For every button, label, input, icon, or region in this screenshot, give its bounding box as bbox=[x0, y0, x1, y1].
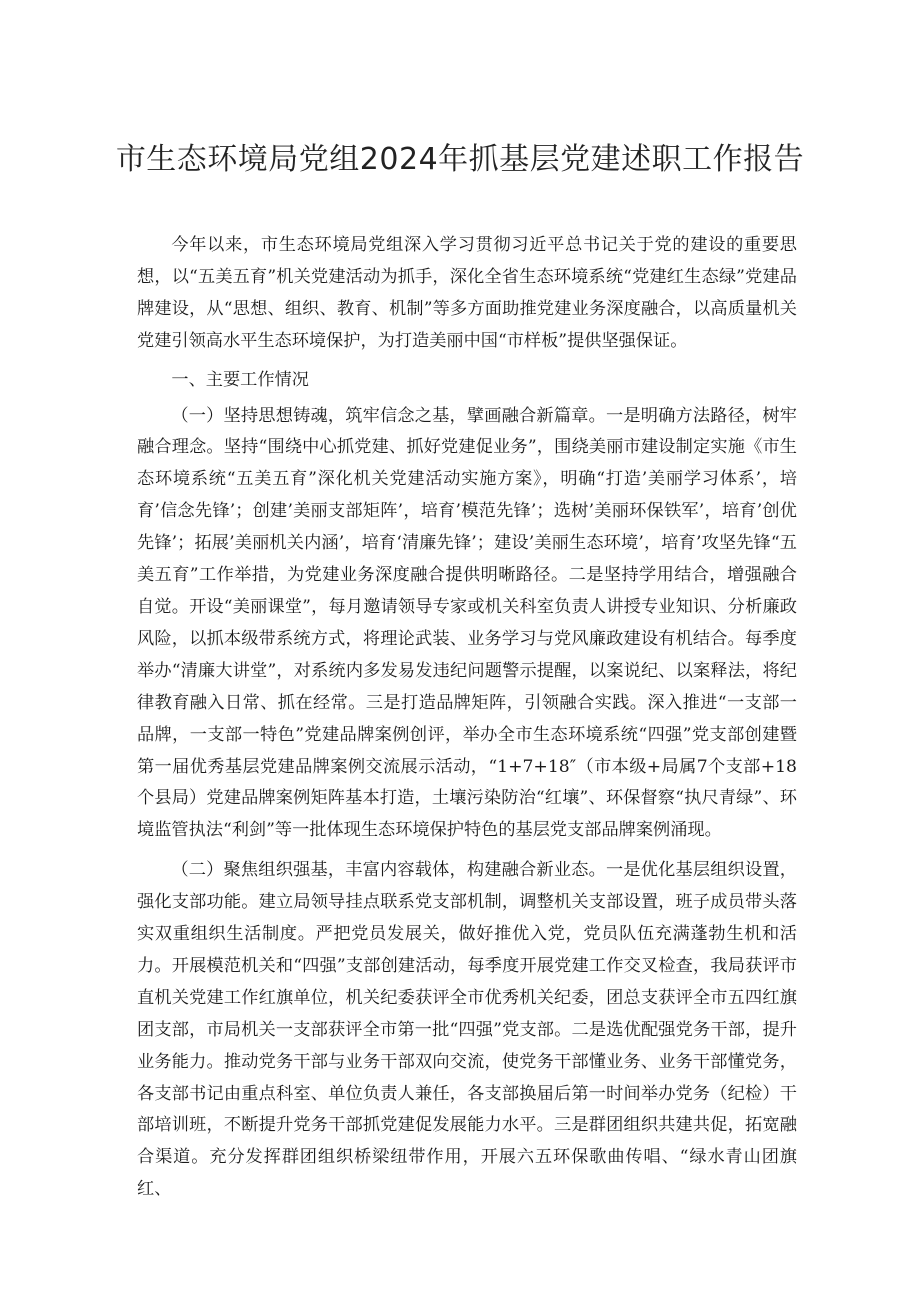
intro-paragraph: 今年以来，市生态环境局党组深入学习贯彻习近平总书记关于党的建设的重要思想，以“五美五育”机关党建活动为抓手，深化全省生态环境系统“党建红生态绿”党建品牌建设，从“思想、组织、教育、机制”等多方面助推党建业务深度融合，以高质量机关党建引领高水平生态环境保护，为打造美丽中国“市样板”提供坚强保证。 bbox=[137, 235, 797, 351]
body-paragraph: （二）聚焦组织强基，丰富内容载体，构建融合新业态。一是优化基层组织设置，强化支部功能。建立局领导挂点联系党支部机制，调整机关支部设置，班子成员带头落实双重组织生活制度。严把党员发展关，做好推优入党，党员队伍充满蓬勃生机和活力。开展模范机关和“四强”支部创建活动，每季度开展党建工作交叉检查，我局获评市直机关党建工作红旗单位，机关纪委获评全市优秀机关纪委，团总支获评全市五四红旗团支部，市局机关一支部获评全市第一批“四强”党支部。二是选优配强党务干部，提升业务能力。推动党务干部与业务干部双向交流，使党务干部懂业务、业务干部懂党务，各支部书记由重点科室、单位负责人兼任，各支部换届后第一时间举办党务（纪检）干部培训班，不断提升党务干部抓党建促发展能力水平。三是群团组织共建共促，拓宽融合渠道。充分发挥群团组织桥梁纽带作用，开展六五环保歌曲传唱、“绿水青山团旗红、 bbox=[137, 860, 797, 1200]
section-heading: 一、主要工作情况 bbox=[171, 369, 309, 390]
body-paragraph: （一）坚持思想铸魂，筑牢信念之基，擘画融合新篇章。一是明确方法路径，树牢融合理念。坚持“围绕中心抓党建、抓好党建促业务”，围绕美丽市建设制定实施《市生态环境系统“五美五育”深化机关党建活动实施方案》，明确“打造’美丽学习体系’，培育’信念先锋’；创建’美丽支部矩阵’，培育’模范先锋’；选树’美丽环保铁军’，培育’创优先锋’；拓展’美丽机关内涵’，培育‘清廉先锋’；建设’美丽生态环境’，培育’攻坚先锋“五美五育”工作举措，为党建业务深度融合提供明晰路径。二是坚持学用结合，增强融合自觉。开设“美丽课堂”，每月邀请领导专家或机关科室负责人讲授专业知识、分析廉政风险，以抓本级带系统方式，将理论武装、业务学习与党风廉政建设有机结合。每季度举办“清廉大讲堂”，对系统内多发易发违纪问题警示提醒，以案说纪、以案释法，将纪律教育融入日常、抓在经常。三是打造品牌矩阵，引领融合实践。深入推进“一支部一品牌，一支部一特色”党建品牌案例创评，举办全市生态环境系统“四强”党支部创建暨第一届优秀基层党建品牌案例交流展示活动，“1+7+18″（市本级+局属7个支部+18个县局）党建品牌案例矩阵基本打造，土壤污染防治“红壤”、环保督察“执尺青绿”、环境监管执法“利剑”等一批体现生态环境保护特色的基层党支部品牌案例涌现。 bbox=[137, 405, 797, 841]
document-title: 市生态环境局党组2024年抓基层党建述职工作报告 bbox=[115, 142, 805, 177]
document-body bbox=[137, 230, 797, 1206]
